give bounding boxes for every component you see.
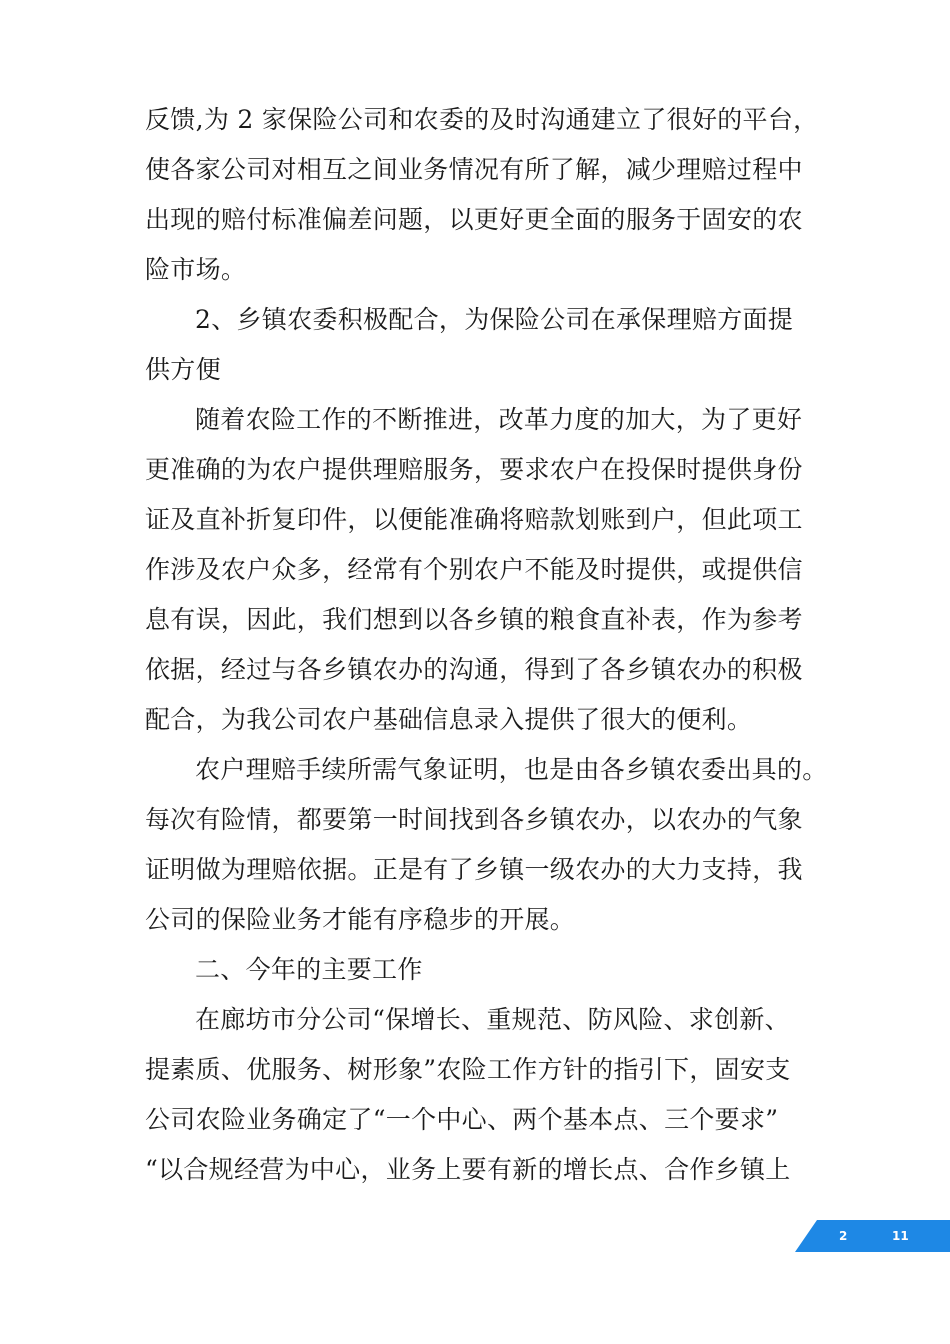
text-line: 依据，经过与各乡镇农办的沟通，得到了各乡镇农办的积极: [145, 655, 803, 684]
text-line: 更准确的为农户提供理赔服务，要求农户在投保时提供身份: [145, 455, 803, 484]
text-line: 息有误，因此，我们想到以各乡镇的粮食直补表，作为参考: [145, 605, 803, 634]
text-line: 险市场。: [145, 255, 247, 284]
total-pages: 11: [892, 1229, 909, 1243]
text-line: 作涉及农户众多，经常有个别农户不能及时提供，或提供信: [145, 555, 803, 584]
text-line: 供方便: [145, 355, 221, 384]
current-page-number: 2: [839, 1229, 848, 1243]
text-line: 农户理赔手续所需气象证明，也是由各乡镇农委出具的。: [195, 755, 828, 784]
text-line: 反馈,为 2 家保险公司和农委的及时沟通建立了很好的平台，: [145, 105, 819, 134]
text-line: 在廊坊市分公司“保增长、重规范、防风险、求创新、: [195, 1005, 790, 1034]
text-line: 证及直补折复印件，以便能准确将赔款划账到户，但此项工: [145, 505, 803, 534]
text-line: “以合规经营为中心，业务上要有新的增长点、合作乡镇上: [145, 1155, 791, 1184]
text-line: 2、乡镇农委积极配合，为保险公司在承保理赔方面提: [195, 305, 794, 334]
text-line: 每次有险情，都要第一时间找到各乡镇农办，以农办的气象: [145, 805, 803, 834]
text-line: 二、今年的主要工作: [195, 955, 423, 984]
text-line: 公司农险业务确定了“一个中心、两个基本点、三个要求”: [145, 1105, 779, 1134]
text-line: 随着农险工作的不断推进，改革力度的加大，为了更好: [195, 405, 803, 434]
text-line: 公司的保险业务才能有序稳步的开展。: [145, 905, 576, 934]
page-indicator: [795, 1220, 950, 1252]
page-indicator-background: [795, 1220, 950, 1252]
text-line: 提素质、优服务、树形象”农险工作方针的指引下，固安支: [145, 1055, 791, 1084]
text-line: 使各家公司对相互之间业务情况有所了解，减少理赔过程中: [145, 155, 803, 184]
text-line: 出现的赔付标准偏差问题，以更好更全面的服务于固安的农: [145, 205, 803, 234]
text-line: 配合，为我公司农户基础信息录入提供了很大的便利。: [145, 705, 753, 734]
text-line: 证明做为理赔依据。正是有了乡镇一级农办的大力支持，我: [145, 855, 803, 884]
body-text: [145, 95, 828, 1195]
